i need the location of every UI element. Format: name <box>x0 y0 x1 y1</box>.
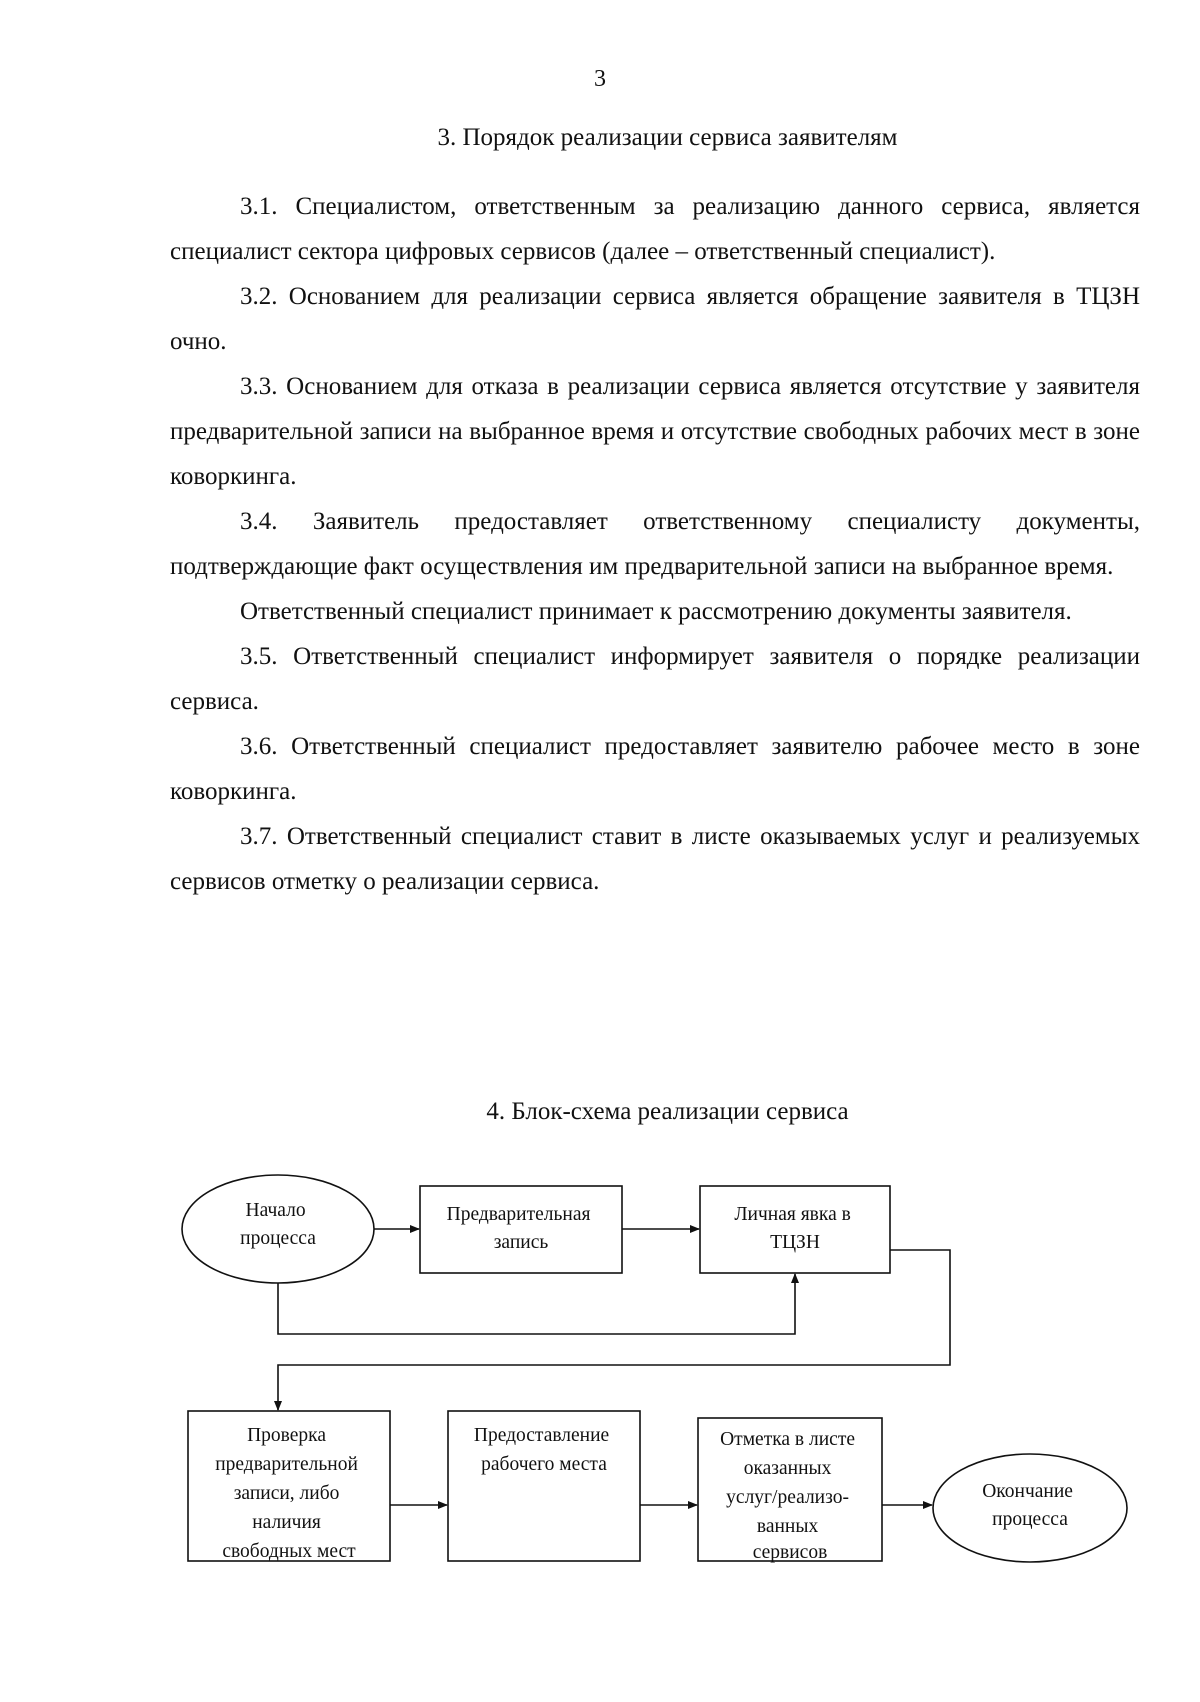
personal-visit-box <box>700 1186 890 1273</box>
arrow-visit-to-check <box>278 1250 950 1410</box>
paragraph-3-6: 3.6. Ответственный специалист предоставляет заявителю рабочее место в зоне коворкинга. <box>170 733 1140 805</box>
paragraph-3-3: 3.3. Основанием для отказа в реализации сервиса является отсутствие у заявителя предварительной записи на выбранное время и отсутствие свободных рабочих мест в зоне коворкинга. <box>170 373 1140 490</box>
paragraph-3-5: 3.5. Ответственный специалист информирует заявителя о порядке реализации сервиса. <box>170 643 1140 715</box>
section-4-title: 4. Блок-схема реализации сервиса <box>486 1098 849 1125</box>
paragraph-3-2: 3.2. Основанием для реализации сервиса является обращение заявителя в ТЦЗН очно. <box>170 283 1140 355</box>
mark-label: Отметка в листе оказанных услуг/реализо- ванных сервисов <box>720 1429 856 1563</box>
paragraph-3-4-continued: Ответственный специалист принимает к рассмотрению документы заявителя. <box>240 598 1072 625</box>
pre-booking-box <box>420 1186 622 1273</box>
end-label: Окончание процесса <box>982 1481 1073 1530</box>
paragraph-3-1: 3.1. Специалистом, ответственным за реализацию данного сервиса, является специалист сектора цифровых сервисов (далее – ответственный специалист). <box>170 193 1140 265</box>
check-label: Проверка предварительной записи, либо наличия свободных мест <box>215 1425 358 1562</box>
paragraph-3-7: 3.7. Ответственный специалист ставит в листе оказываемых услуг и реализуемых сервисов отметку о реализации сервиса. <box>170 823 1140 895</box>
provide-workplace-label: Предоставление рабочего места <box>473 1425 610 1475</box>
section-3-title: 3. Порядок реализации сервиса заявителям <box>437 124 898 151</box>
paragraph-3-4: 3.4. Заявитель предоставляет ответственному специалисту документы, подтверждающие факт осуществления им предварительной записи на выбранное время. <box>170 508 1140 580</box>
end-ellipse <box>933 1454 1127 1562</box>
personal-visit-label: Личная явка в ТЦЗН <box>734 1204 851 1253</box>
page-number: 3 <box>594 66 606 92</box>
start-label: Начало процесса <box>240 1200 316 1249</box>
arrow-start-to-visit-bypass <box>278 1274 795 1334</box>
pre-booking-label: Предварительная запись <box>446 1204 591 1253</box>
